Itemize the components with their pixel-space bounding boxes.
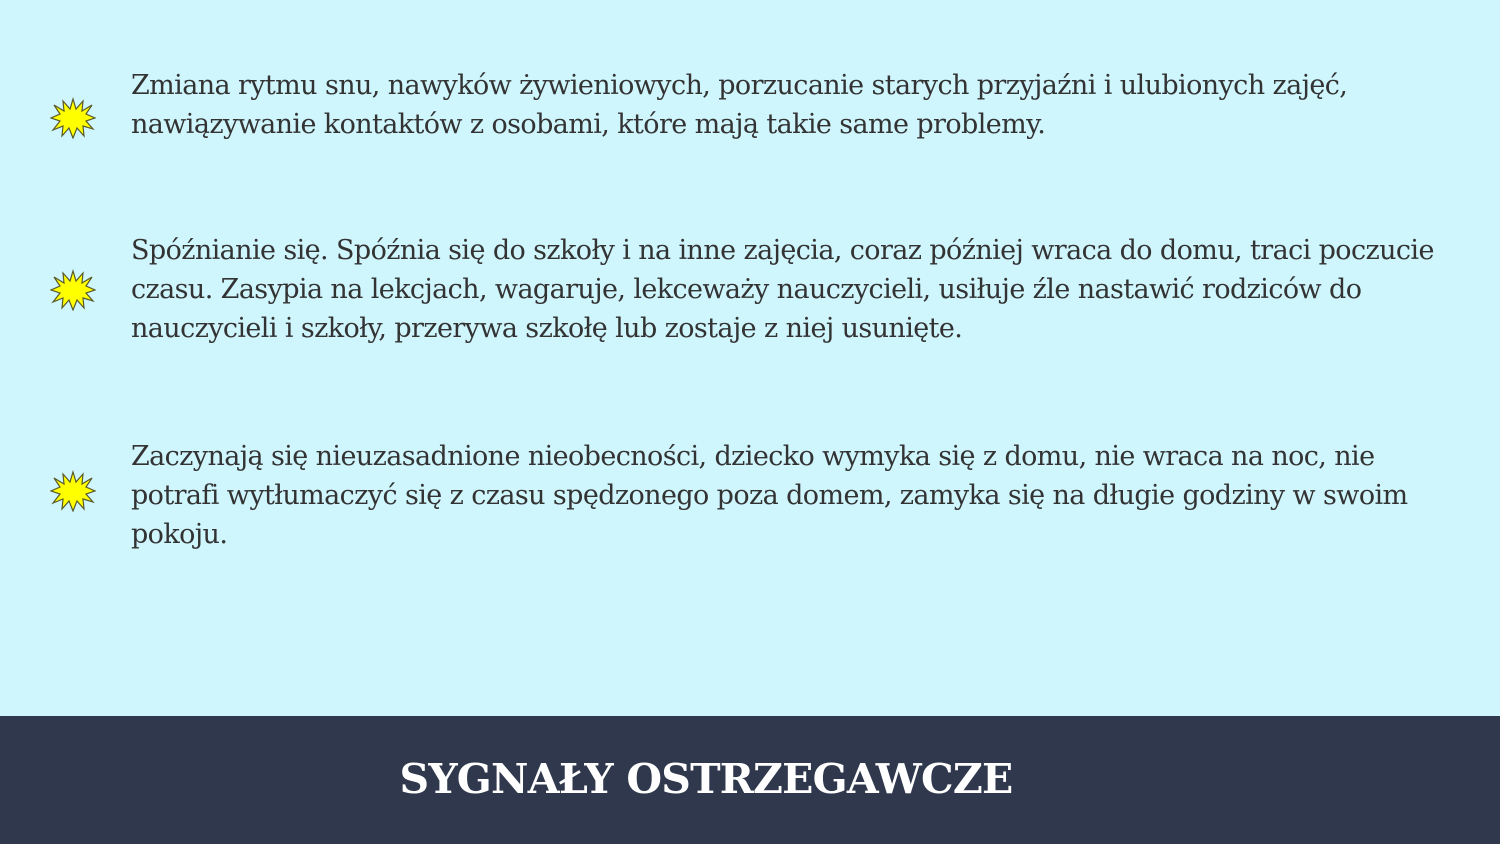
starburst-shape — [51, 271, 95, 310]
bullet-text: Zmiana rytmu snu, nawyków żywieniowych, porzucanie starych przyjaźni i ulubionych zajęć, nawiązywanie kontaktów z osobami, które mają takie same problemy. — [131, 70, 1348, 140]
bullet-text: Spóźnianie się. Spóźnia się do szkoły i na inne zajęcia, coraz później wraca do domu, traci poczucie czasu. Zasypia na lekcjach, wagaruje, lekceważy nauczycieli, usiłuje źle nastawić rodziców do nauczycieli i szkoły, przerywa szkołę lub zostaje z niej usunięte. — [131, 235, 1434, 344]
starburst-shape — [51, 472, 95, 511]
starburst-icon — [50, 470, 96, 512]
starburst-shape — [51, 99, 95, 138]
starburst-icon — [50, 269, 96, 311]
title-bar — [0, 716, 1500, 844]
bullet-text: Zaczynają się nieuzasadnione nieobecności, dziecko wymyka się z domu, nie wraca na noc, nie potrafi wytłumaczyć się z czasu spędzonego poza domem, zamyka się na długie godziny w swoim pokoju. — [131, 441, 1408, 550]
slide-title: SYGNAŁY OSTRZEGAWCZE — [399, 755, 1013, 803]
starburst-icon — [50, 97, 96, 139]
